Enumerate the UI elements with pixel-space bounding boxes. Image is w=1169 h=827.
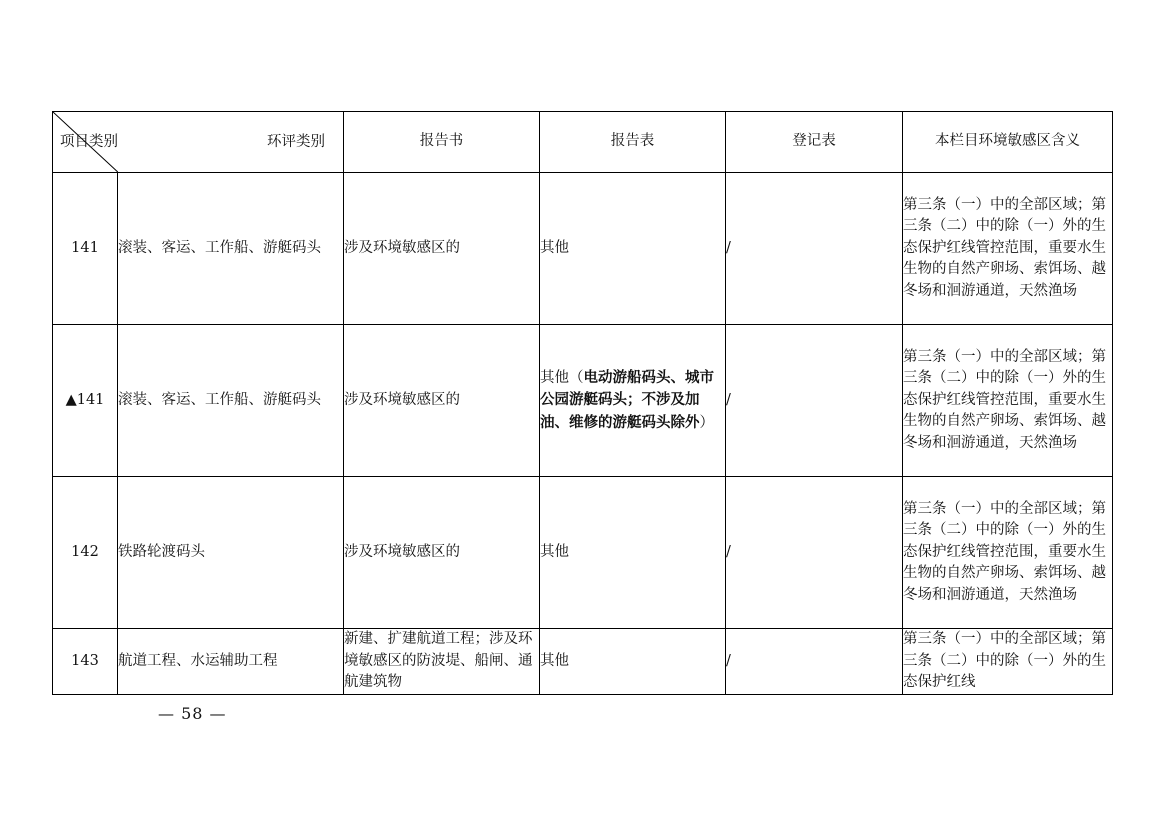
report-form-cell [540,477,726,629]
page-number: — 58 — [158,704,227,723]
header-report-book: 报告书 [344,112,540,173]
sensitive-area-meaning: 第三条（一）中的全部区域；第三条（二）中的除（一）外的生态保护红线管控范围，重要水生生物的自然产卵场、索饵场、越冬场和洄游通道，天然渔场 [903,173,1113,325]
registration-cell: / [726,629,903,695]
report-form-cell [540,173,726,325]
report-form-bold-text: 电动游船码头、城市公园游艇码头；不涉及加油、维修的游艇码头除外 [540,368,714,431]
project-category: 滚装、客运、工作船、游艇码头 [118,325,344,477]
report-book-cell: 涉及环境敏感区的 [344,325,540,477]
report-form-suffix: ） [699,414,714,431]
report-book-cell: 新建、扩建航道工程；涉及环境敏感区的防波堤、船闸、通航建筑物 [344,629,540,695]
header-report-form: 报告表 [540,112,726,173]
report-book-cell: 涉及环境敏感区的 [344,173,540,325]
project-category: 滚装、客运、工作船、游艇码头 [118,173,344,325]
row-number: 142 [53,477,118,629]
registration-cell: / [726,325,903,477]
registration-cell: / [726,173,903,325]
row-number: ▲141 [53,325,118,477]
table-row [53,629,1113,695]
table-row [53,173,1113,325]
project-category: 铁路轮渡码头 [118,477,344,629]
registration-cell: / [726,477,903,629]
table-row [53,325,1113,477]
report-form-text: 其他 [540,544,569,561]
sensitive-area-meaning: 第三条（一）中的全部区域；第三条（二）中的除（一）外的生态保护红线管控范围，重要水生生物的自然产卵场、索饵场、越冬场和洄游通道，天然渔场 [903,325,1113,477]
report-form-text: 其他 [540,240,569,257]
table-row [53,477,1113,629]
table-header-row [53,112,1113,173]
report-form-text: 其他（ [540,369,584,386]
header-sensitive-area-meaning: 本栏目环境敏感区含义 [903,112,1113,173]
report-form-cell [540,629,726,695]
report-form-cell [540,325,726,477]
project-category: 航道工程、水运辅助工程 [118,629,344,695]
report-book-cell: 涉及环境敏感区的 [344,477,540,629]
sensitive-area-meaning: 第三条（一）中的全部区域；第三条（二）中的除（一）外的生态保护红线 [903,629,1113,695]
row-number: 143 [53,629,118,695]
diagonal-header-cell [53,112,344,173]
eia-classification-table [52,111,1113,695]
row-number: 141 [53,173,118,325]
sensitive-area-meaning: 第三条（一）中的全部区域；第三条（二）中的除（一）外的生态保护红线管控范围，重要水生生物的自然产卵场、索饵场、越冬场和洄游通道，天然渔场 [903,477,1113,629]
project-category-label: 项目类别 [60,134,118,150]
report-form-text: 其他 [540,653,569,669]
header-registration-form: 登记表 [726,112,903,173]
eia-category-label: 环评类别 [267,134,325,150]
